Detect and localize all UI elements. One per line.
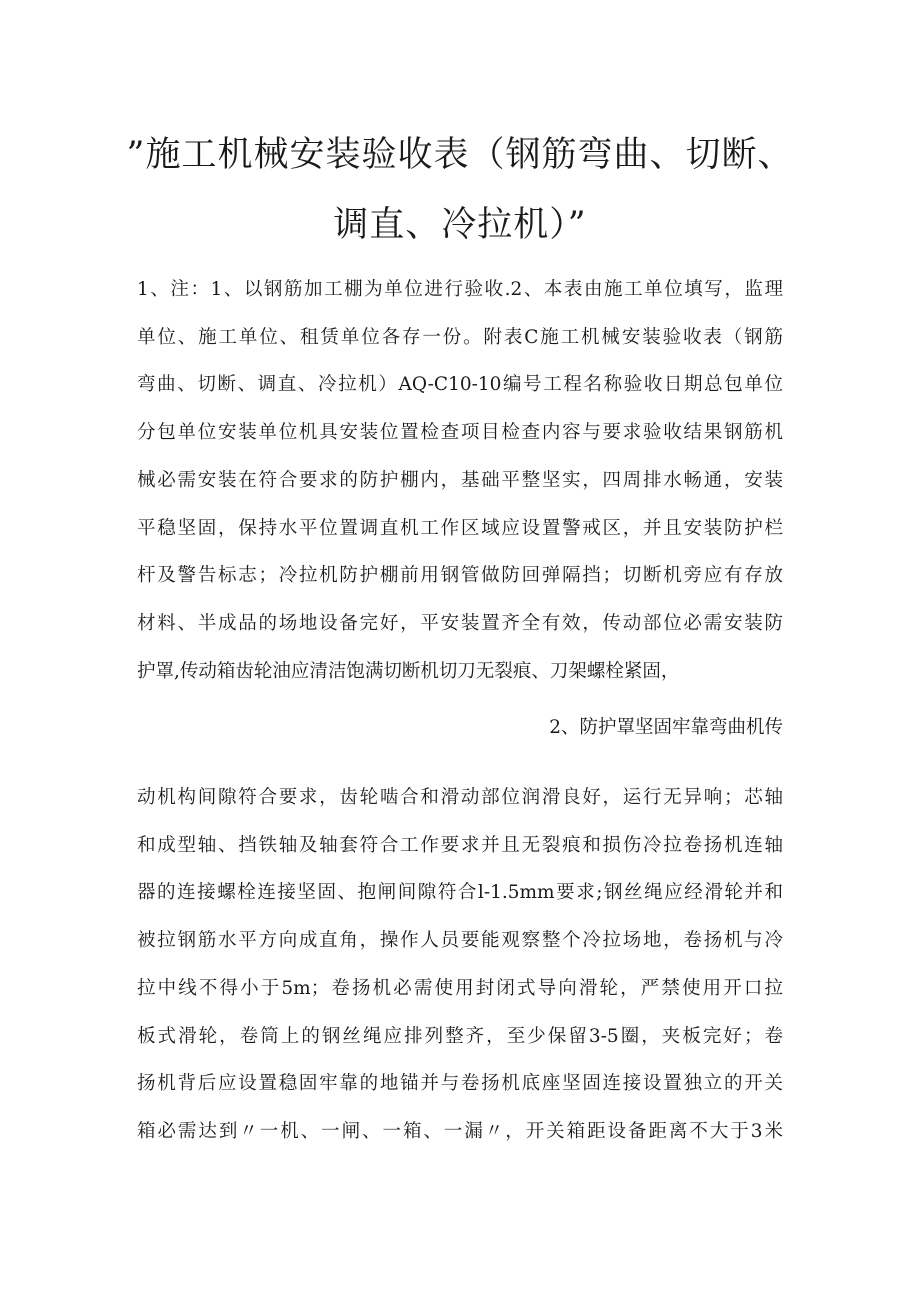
title-line: ”施工机械安装验收表（钢筋弯曲、切断、 [126,135,794,175]
text-line: 分包单位安装单位机具安装位置检查项目检查内容与要求验收结果钢筋机 [137,422,783,444]
text-line: 单位、施工单位、租赁单位各存一份。附表C施工机械安装验收表（钢筋 [137,326,783,348]
document-title [120,120,800,260]
text-line: 箱必需达到〃一机、一闸、一箱、一漏〃，开关箱距设备距离不大于3米 [137,1120,783,1142]
text-line: 和成型轴、挡铁轴及轴套符合工作要求并且无裂痕和损伤冷拉卷扬机连轴 [137,834,783,856]
text-line: 动机构间隙符合要求，齿轮啮合和滑动部位润滑良好，运行无异响；芯轴 [137,787,783,808]
text-line: 拉中线不得小于5m；卷扬机必需使用封闭式导向滑轮，严禁使用开口拉 [137,977,783,999]
text-line: 平稳坚固，保持水平位置调直机工作区域应设置警戒区，并且安装防护栏 [137,517,783,539]
text-line: 被拉钢筋水平方向成直角，操作人员要能观察整个冷拉场地，卷扬机与冷 [137,930,783,952]
paragraph-item-2: 2、防护罩坚固牢靠弯曲机传 [549,717,783,738]
text-line: 械必需安装在符合要求的防护棚内，基础平整坚实，四周排水畅通，安装 [137,469,783,491]
paragraph-notes [137,266,783,695]
text-line: 材料、半成品的场地设备完好，平安装置齐全有效，传动部位必需安装防 [137,612,783,634]
text-line: 扬机背后应设置稳固牢靠的地锚并与卷扬机底座坚固连接设置独立的开关 [137,1073,783,1095]
paragraph-requirements [137,774,783,1156]
text-line: 杆及警告标志；冷拉机防护棚前用钢管做防回弹隔挡；切断机旁应有存放 [137,565,783,587]
title-line: 调直、冷拉机）” [333,205,587,245]
text-line: 弯曲、切断、调直、冷拉机）AQ-C10-10编号工程名称验收日期总包单位 [137,374,783,396]
text-line: 1、注：1、以钢筋加工棚为单位进行验收.2、本表由施工单位填写，监理 [137,279,783,300]
text-line: 板式滑轮，卷筒上的钢丝绳应排列整齐，至少保留3-5圈，夹板完好；卷 [137,1025,783,1047]
text-line: 护罩,传动箱齿轮油应清洁饱满切断机切刀无裂痕、刀架螺栓紧固， [137,660,680,682]
text-line: 器的连接螺栓连接坚固、抱闸间隙符合l-1.5mm要求;钢丝绳应经滑轮并和 [137,882,783,904]
